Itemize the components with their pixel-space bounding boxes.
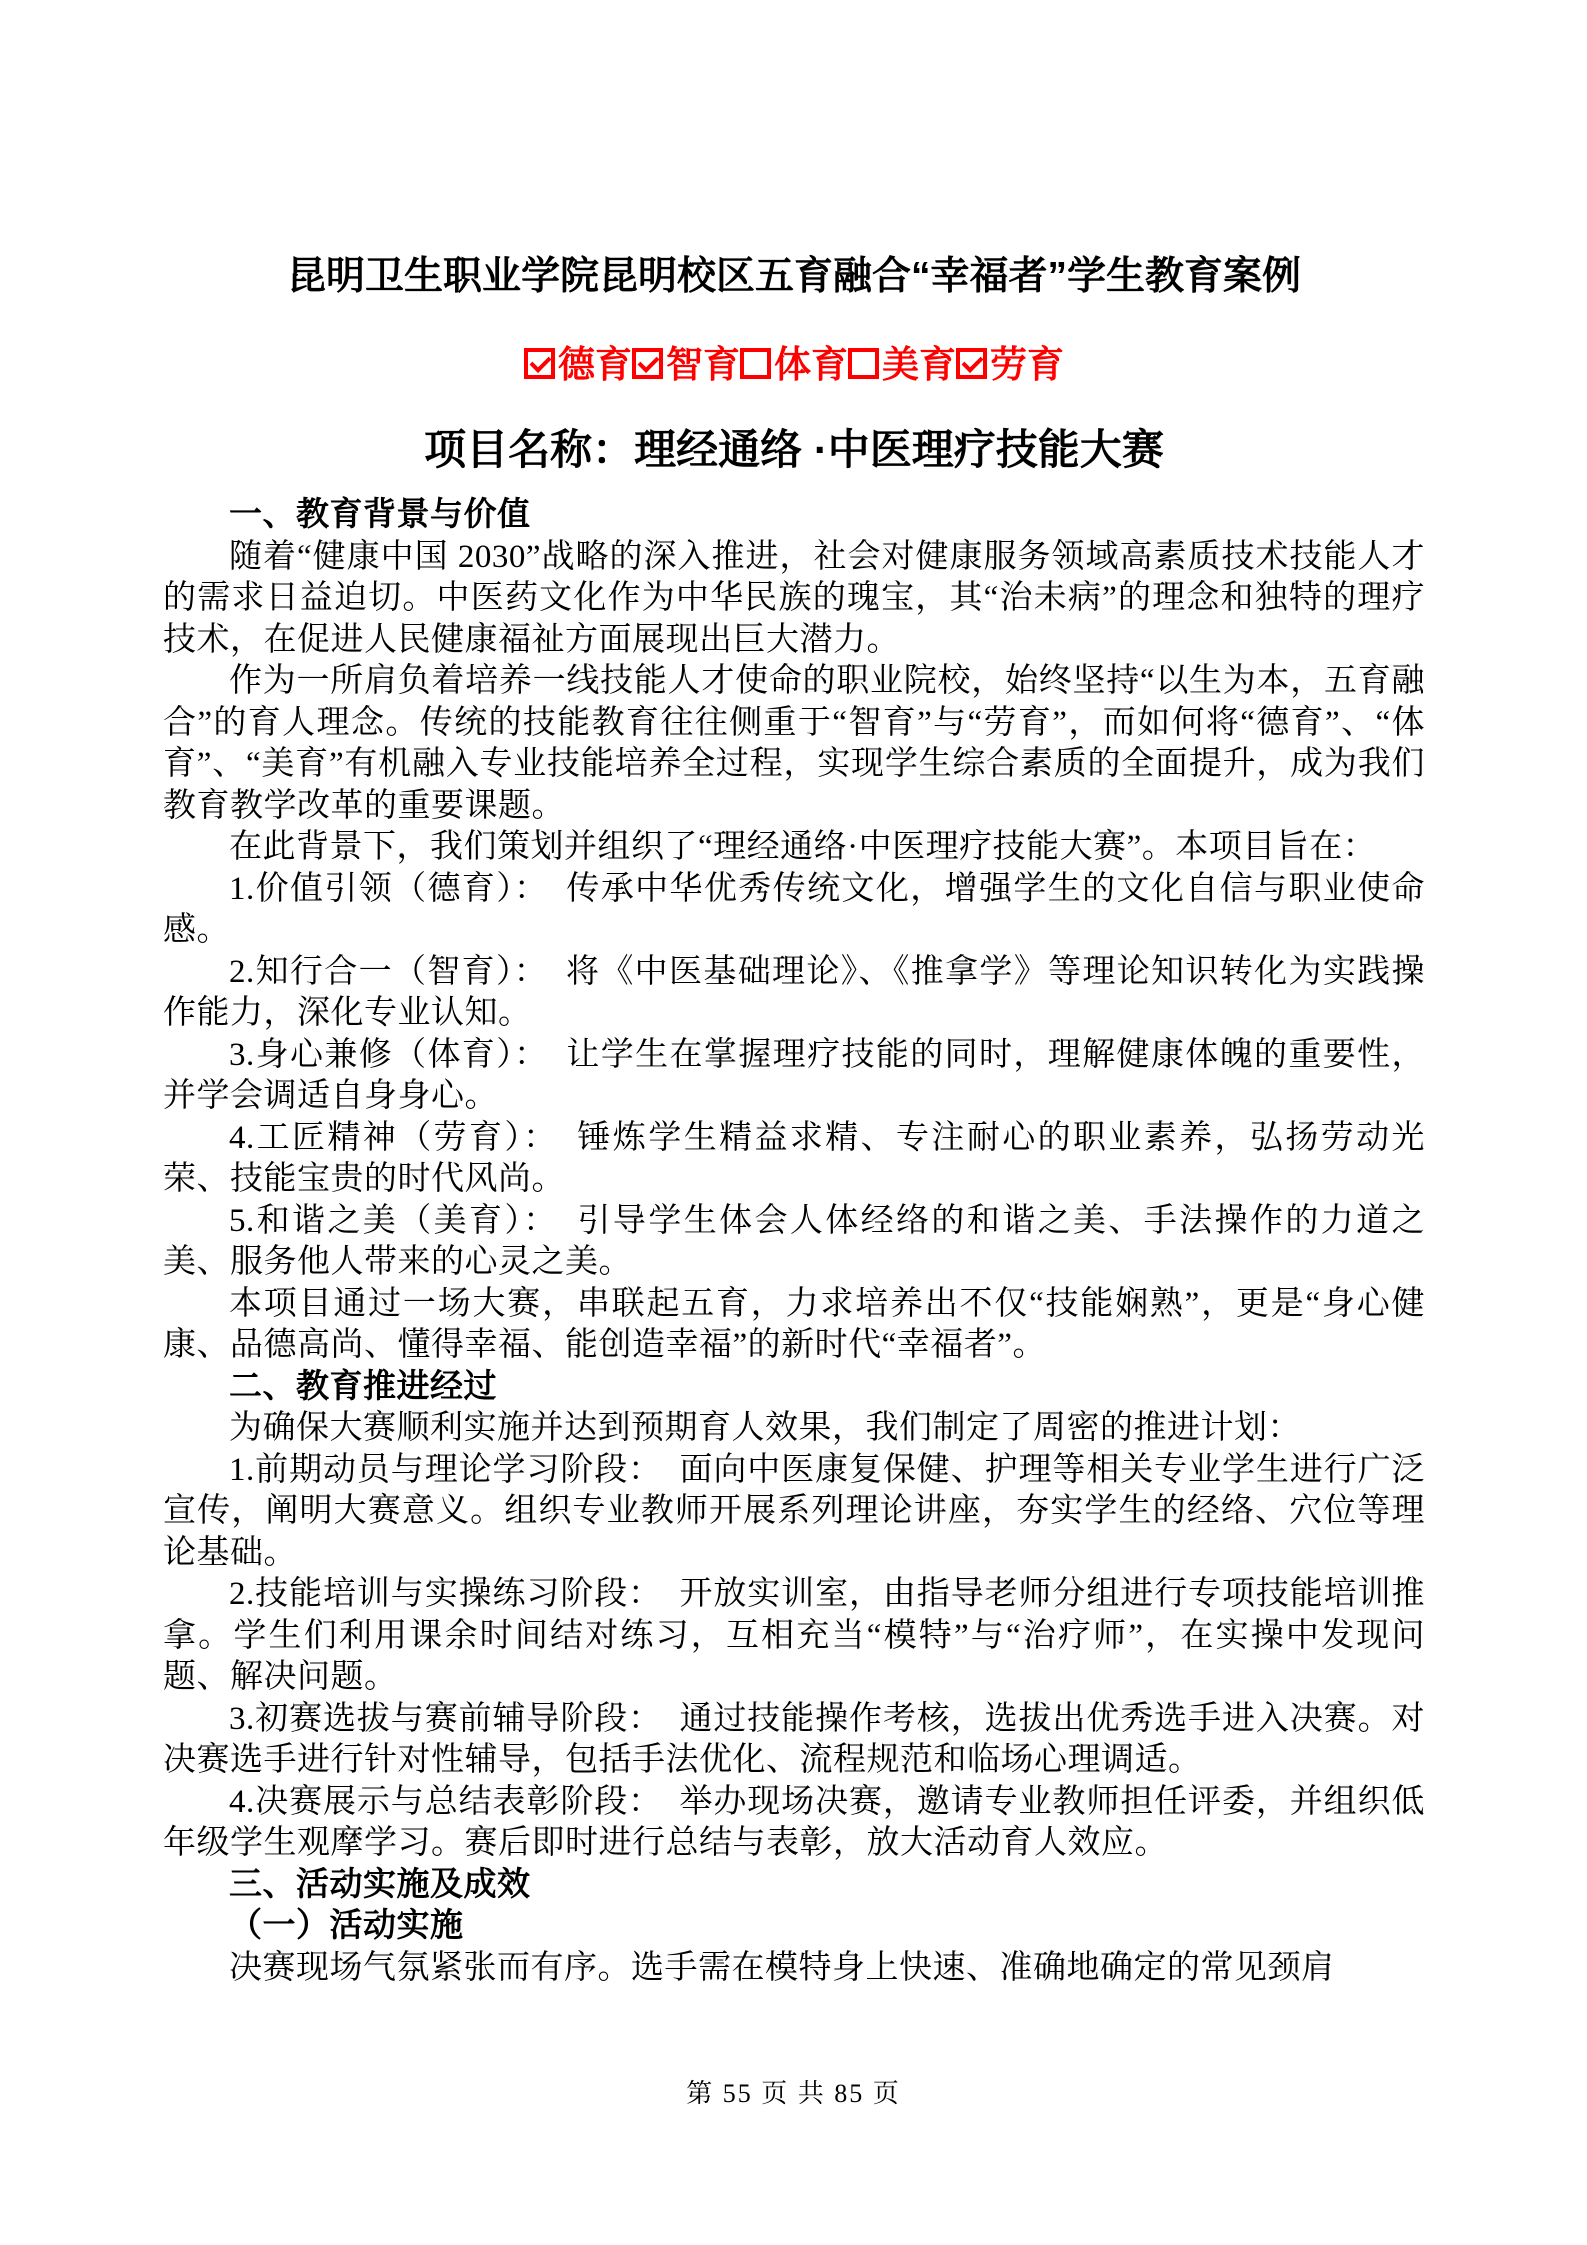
paragraph: 为确保大赛顺利实施并达到预期育人效果，我们制定了周密的推进计划： (229, 1410, 1301, 1446)
paragraph: 3.初赛选拔与赛前辅导阶段： 通过技能操作考核，选拔出优秀选手进入决赛。对决赛选手进行针对性辅导，包括手法优化、流程规范和临场心理调适。 (163, 1700, 1425, 1778)
paragraph: 1.前期动员与理论学习阶段： 面向中医康复保健、护理等相关专业学生进行广泛宣传，阐明大赛意义。组织专业教师开展系列理论讲座，夯实学生的经络、穴位等理论基础。 (163, 1451, 1425, 1571)
edu-item (632, 343, 740, 387)
document-content (163, 253, 1425, 1989)
paragraph: 本项目通过一场大赛，串联起五育，力求培养出不仅“技能娴熟”，更是“身心健康、品德高尚、懂得幸福、能创造幸福”的新时代“幸福者”。 (163, 1285, 1425, 1363)
paragraph: 4.决赛展示与总结表彰阶段： 举办现场决赛，邀请专业教师担任评委，并组织低年级学生观摩学习。赛后即时进行总结与表彰，放大活动育人效应。 (163, 1783, 1425, 1861)
paragraph: 3.身心兼修（体育）： 让学生在掌握理疗技能的同时，理解健康体魄的重要性，并学会调适自身身心。 (163, 1036, 1425, 1114)
project-title: 项目名称：理经通络 ·中医理疗技能大赛 (424, 426, 1164, 473)
document-body (163, 495, 1425, 1989)
edu-item (524, 343, 632, 387)
five-education-line (163, 343, 1425, 387)
section-heading: 二、教育推进经过 (229, 1368, 497, 1405)
checkbox-checked-icon (956, 348, 987, 379)
checkbox-checked-icon (632, 348, 663, 379)
paragraph: 决赛现场气氛紧张而有序。选手需在模特身上快速、准确地确定的常见颈肩 (229, 1949, 1335, 1986)
edu-item (848, 343, 956, 387)
paragraph: 作为一所肩负着培养一线技能人才使命的职业院校，始终坚持“以生为本，五育融合”的育人理念。传统的技能教育往往侧重于“智育”与“劳育”，而如何将“德育”、“体育”、“美育”有机融入专业技能培养全过程，实现学生综合素质的全面提升，成为我们教育教学改革的重要课题。 (163, 663, 1425, 824)
paragraph: 5.和谐之美（美育）： 引导学生体会人体经络的和谐之美、手法操作的力道之美、服务他人带来的心灵之美。 (163, 1202, 1425, 1280)
checkbox-unchecked-icon (848, 348, 879, 379)
checkbox-checked-icon (524, 348, 555, 379)
paragraph: 2.知行合一（智育）： 将《中医基础理论》、《推拿学》等理论知识转化为实践操作能力，深化专业认知。 (163, 953, 1425, 1031)
section-heading: 一、教育背景与价值 (229, 497, 531, 533)
paragraph: 1.价值引领（德育）： 传承中华优秀传统文化，增强学生的文化自信与职业使命感。 (163, 870, 1425, 948)
page-number-footer: 第 55 页 共 85 页 (686, 2079, 901, 2108)
edu-item-label: 劳育 (990, 344, 1064, 385)
section-heading: （一）活动实施 (229, 1908, 464, 1944)
edu-item-label: 体育 (774, 344, 848, 385)
checkbox-unchecked-icon (740, 348, 771, 379)
paragraph: 4.工匠精神（劳育）： 锤炼学生精益求精、专注耐心的职业素养，弘扬劳动光荣、技能宝贵的时代风尚。 (163, 1119, 1425, 1197)
paragraph: 2.技能培训与实操练习阶段： 开放实训室，由指导老师分组进行专项技能培训推拿。学生们利用课余时间结对练习，互相充当“模特”与“治疗师”，在实操中发现问题、解决问题。 (163, 1576, 1425, 1695)
edu-item (956, 343, 1064, 387)
edu-item-label: 智育 (666, 344, 740, 385)
document-title: 昆明卫生职业学院昆明校区五育融合“幸福者”学生教育案例 (286, 255, 1301, 298)
edu-item-label: 美育 (882, 344, 956, 385)
edu-item (740, 343, 848, 387)
paragraph: 在此背景下，我们策划并组织了“理经通络·中医理疗技能大赛”。本项目旨在： (229, 829, 1377, 865)
section-heading: 三、活动实施及成效 (229, 1866, 531, 1903)
edu-item-label: 德育 (558, 344, 632, 385)
paragraph: 随着“健康中国 2030”战略的深入推进，社会对健康服务领域高素质技术技能人才的需求日益迫切。中医药文化作为中华民族的瑰宝，其“治未病”的理念和独特的理疗技术，在促进人民健康福祉方面展现出巨大潜力。 (163, 538, 1425, 658)
